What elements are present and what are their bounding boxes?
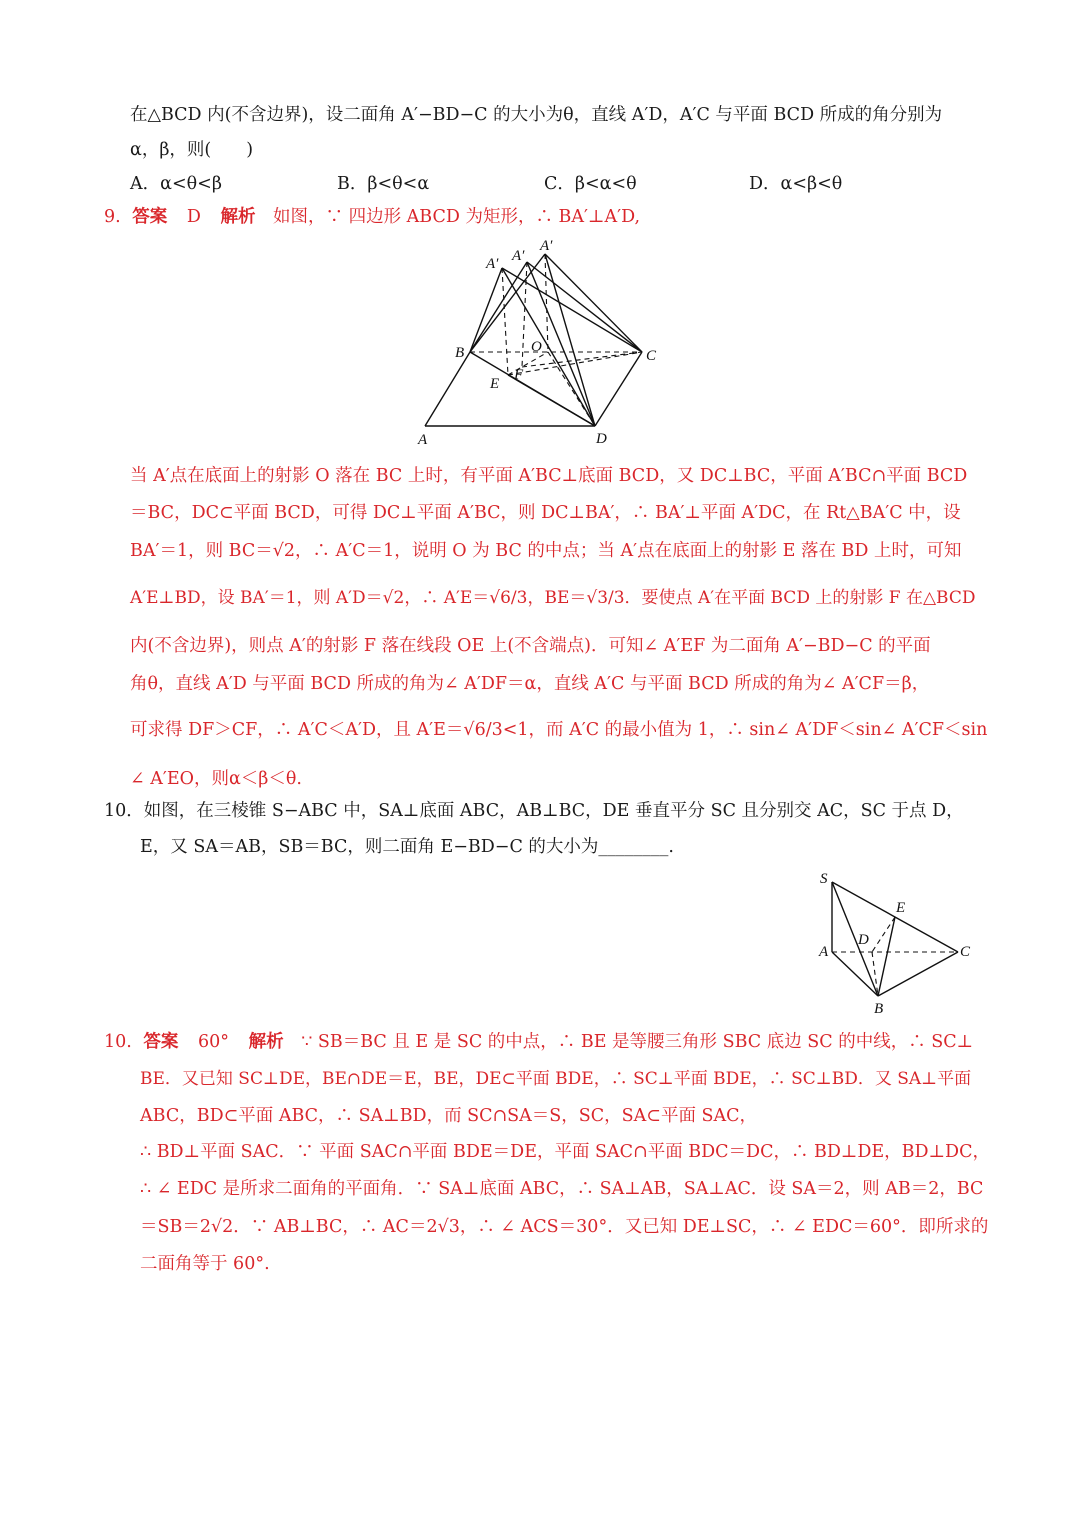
label-s: S (820, 871, 828, 887)
q10-solution-line-1: BE．又已知 SC⊥DE，BE∩DE＝E，BE，DE⊂平面 BDE，∴ SC⊥平面 BDE，∴ SC⊥BD．又 SA⊥平面 (140, 1069, 972, 1089)
q9-solution-line-3: BA′＝1，则 BC＝√2，∴ A′C＝1，说明 O 为 BC 的中点；当 A′点在底面上的射影 E 落在 BD 上时，可知 (130, 541, 962, 561)
label-d: D (596, 431, 607, 447)
label-e: E (490, 376, 500, 392)
label-b: B (874, 1001, 884, 1017)
proj-a1-e (502, 268, 508, 375)
edge-be (878, 917, 895, 996)
label-a: A (819, 944, 829, 960)
label-c: C (646, 348, 657, 364)
q10-answer-label: 答案 (143, 1032, 179, 1052)
q10-solution-line-6: 二面角等于 60°. (140, 1254, 270, 1274)
edge-dc (595, 352, 642, 426)
edge-a1-d (502, 268, 595, 426)
q10-answer-value: 60° (198, 1032, 230, 1052)
edge-b-a3 (470, 254, 545, 352)
figure-10-tetrahedron (810, 868, 980, 1018)
q10-analysis-first-line: ∵ SB＝BC 且 E 是 SC 的中点，∴ BE 是等腰三角形 SBC 底边 SC 的中线，∴ SC⊥ (301, 1032, 974, 1052)
q9-option-a: A．α<θ<β (130, 174, 222, 194)
q9-answer-label: 答案 (132, 207, 168, 227)
q9-answer-value: D (186, 207, 201, 227)
q9-stem-line-2: α，β，则( ) (130, 140, 254, 160)
label-c: C (960, 944, 971, 960)
q10-solution-line-4: ∴ ∠ EDC 是所求二面角的平面角．∵ SA⊥底面 ABC，∴ SA⊥AB，SA⊥AC．设 SA＝2，则 AB＝2，BC (140, 1179, 984, 1199)
q10-stem-line-2: E，又 SA＝AB，SB＝BC，则二面角 E−BD−C 的大小为________. (140, 837, 674, 857)
label-a-prime-1: A′ (486, 256, 499, 272)
q9-number: 9. (104, 207, 121, 227)
q9-analysis-first-line: 如图，∵ 四边形 ABCD 为矩形，∴ BA′⊥A′D, (273, 207, 641, 227)
q9-stem-line-1: 在△BCD 内(不含边界)，设二面角 A′−BD−C 的大小为θ，直线 A′D，A′C 与平面 BCD 所成的角分别为 (130, 105, 943, 125)
proj-a3-o (545, 254, 548, 352)
q9-solution-line-8: ∠ A′EO，则α＜β＜θ. (130, 769, 302, 789)
q9-solution-line-4: A′E⊥BD，设 BA′＝1，则 A′D＝√2，∴ A′E＝√6/3，BE＝√3/3．要使点 A′在平面 BCD 上的射影 F 在△BCD (130, 588, 976, 608)
label-d: D (858, 932, 869, 948)
q10-solution-line-3: ∴ BD⊥平面 SAC．∵ 平面 SAC∩平面 BDE＝DE，平面 SAC∩平面 BDC＝DC，∴ BD⊥DE，BD⊥DC， (140, 1142, 990, 1162)
edge-sb (832, 882, 878, 996)
q10-number: 10. (104, 1032, 132, 1052)
q10-solution-line-5: ＝SB＝2√2．∵ AB⊥BC，∴ AC＝2√3，∴ ∠ ACS＝30°．又已知 DE⊥SC，∴ ∠ EDC＝60°．即所求的 (140, 1217, 989, 1237)
label-a-prime-2: A′ (512, 248, 525, 264)
q10-analysis-label: 解析 (248, 1032, 284, 1052)
label-e: E (896, 900, 906, 916)
edge-ab (832, 952, 878, 996)
label-b: B (455, 345, 465, 361)
q9-solution-line-2: ＝BC，DC⊂平面 BCD，可得 DC⊥平面 A′BC，则 DC⊥BA′，∴ BA′⊥平面 A′DC，在 Rt△BA′C 中，设 (130, 503, 961, 523)
q9-solution-line-1: 当 A′点在底面上的射影 O 落在 BC 上时，有平面 A′BC⊥底面 BCD，又 DC⊥BC，平面 A′BC∩平面 BCD (130, 466, 968, 486)
label-a-prime-3: A′ (540, 238, 553, 254)
label-a: A (418, 432, 428, 448)
q9-answer-line (104, 205, 640, 229)
q9-solution-line-6: 角θ，直线 A′D 与平面 BCD 所成的角为∠ A′DF＝α，直线 A′C 与平面 BCD 所成的角为∠ A′CF＝β， (130, 674, 930, 694)
q9-option-b: B．β<θ<α (337, 174, 430, 194)
q9-option-c: C．β<α<θ (544, 174, 637, 194)
figure-9-pyramid (410, 230, 670, 450)
q10-answer-line (104, 1030, 973, 1054)
q10-stem-line-1: 10．如图，在三棱锥 S−ABC 中，SA⊥底面 ABC，AB⊥BC，DE 垂直平分 SC 且分别交 AC，SC 于点 D， (104, 801, 964, 821)
edge-o-d (548, 352, 595, 426)
q9-analysis-label: 解析 (220, 207, 256, 227)
label-f: F (514, 367, 524, 383)
q9-option-d: D．α<β<θ (749, 174, 843, 194)
q9-solution-line-5: 内(不含边界)，则点 A′的射影 F 落在线段 OE 上(不含端点)．可知∠ A′EF 为二面角 A′−BD−C 的平面 (130, 636, 931, 656)
label-o: O (531, 339, 542, 355)
edge-bc (878, 952, 958, 996)
q10-solution-line-2: ABC，BD⊂平面 ABC，∴ SA⊥BD，而 SC∩SA＝S，SC，SA⊂平面 SAC， (140, 1106, 758, 1126)
q9-solution-line-7: 可求得 DF＞CF，∴ A′C＜A′D，且 A′E＝√6/3<1，而 A′C 的最小值为 1，∴ sin∠ A′DF＜sin∠ A′CF＜sin (130, 720, 988, 740)
edge-ab (425, 352, 470, 426)
